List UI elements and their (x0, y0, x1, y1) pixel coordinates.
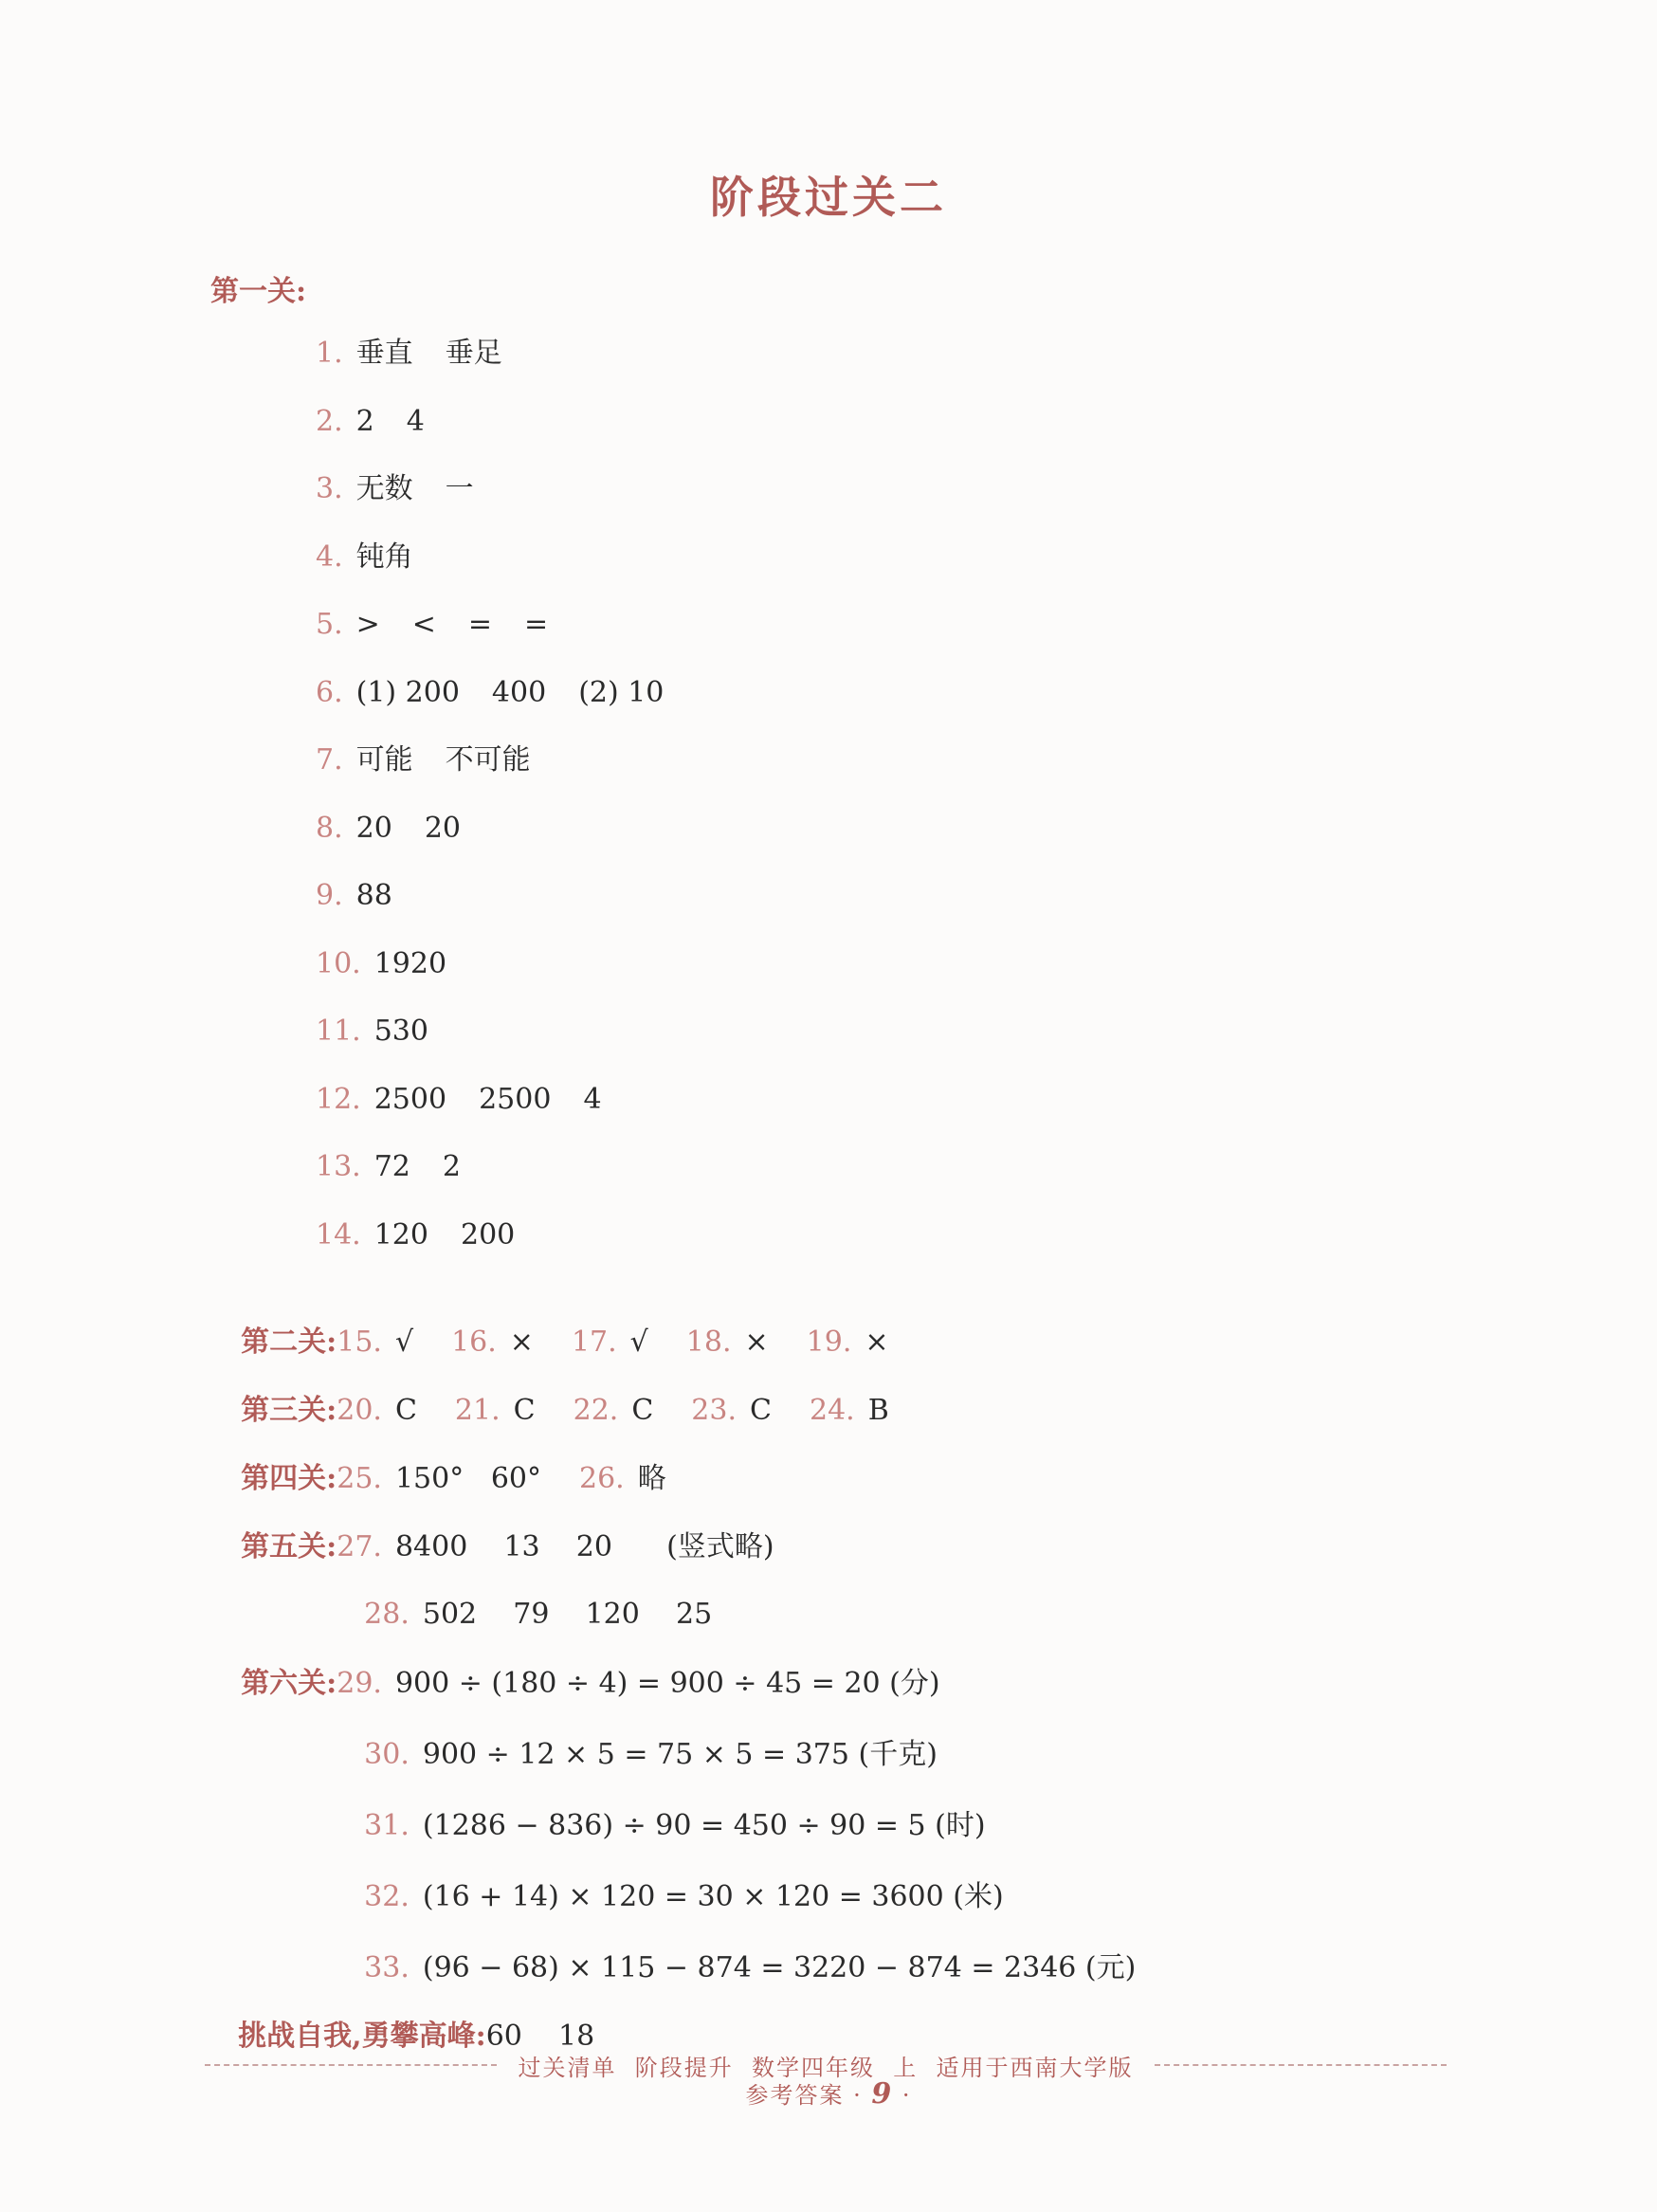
item-answer: 2500 (373, 1083, 447, 1116)
section-1-item (316, 741, 531, 779)
item-answer: > (355, 608, 380, 641)
section-1-item (316, 877, 392, 915)
section-1-item (316, 1013, 428, 1051)
item-answer: 200 (460, 1218, 516, 1252)
item-answer: 钝角 (355, 540, 413, 574)
item-number: 3. (316, 472, 343, 505)
item-number: 14. (316, 1218, 361, 1252)
item-answer: 4 (406, 405, 425, 438)
section-1-item (316, 674, 664, 712)
item-answer: C (750, 1394, 772, 1427)
section-1-item (316, 1148, 461, 1186)
item-number: 17. (571, 1325, 617, 1359)
footer-text: 过关清单 阶段提升 数学四年级 上 适用于西南大学版 (518, 2054, 1134, 2081)
item-answer: × (744, 1325, 769, 1359)
section-1-item (316, 335, 502, 373)
item-number: 13. (316, 1150, 361, 1183)
item-answer: 垂足 (445, 337, 502, 370)
q27-number: 27. (337, 1530, 382, 1563)
item-answer: 略 (637, 1462, 666, 1495)
section-1-item (316, 606, 548, 644)
item-answer: < (411, 608, 436, 641)
q30-answer: 900 ÷ 12 × 5 = 75 × 5 = 375 (千克) (422, 1738, 938, 1771)
item-number: 21. (454, 1394, 501, 1427)
item-answer: C (394, 1394, 417, 1427)
item-number: 6. (316, 676, 343, 709)
item-answer: √ (394, 1325, 414, 1359)
footer-page-number (0, 2076, 1657, 2111)
item-number: 18. (685, 1325, 732, 1359)
q31-number: 31. (364, 1809, 410, 1842)
footer-divider-right (1155, 2064, 1447, 2066)
q31-answer: (1286 − 836) ÷ 90 = 450 ÷ 90 = 5 (时) (422, 1809, 986, 1842)
page-title: 阶段过关二 (710, 172, 947, 223)
item-answer: 1920 (373, 947, 447, 980)
challenge-heading: 挑战自我,勇攀高峰: (238, 2020, 486, 2053)
q27-answer: 8400 13 20 (竖式略) (394, 1530, 774, 1563)
item-answer: 可能 (355, 743, 413, 777)
item-number: 8. (316, 812, 343, 845)
item-number: 20. (337, 1394, 382, 1427)
section-5-heading: 第五关: (241, 1530, 337, 1563)
item-answer: 20 (355, 812, 392, 845)
item-answer: (2) 10 (578, 676, 665, 709)
section-1-item (316, 945, 446, 983)
q33-number: 33. (364, 1951, 410, 1984)
item-answer: 一 (445, 472, 474, 505)
item-answer: 88 (355, 879, 392, 912)
item-number: 25. (337, 1462, 382, 1495)
item-answer: = (524, 608, 549, 641)
item-number: 26. (579, 1462, 625, 1495)
item-number: 23. (691, 1394, 737, 1427)
item-number: 9. (316, 879, 343, 912)
item-number: 24. (809, 1394, 855, 1427)
item-answer: B (867, 1394, 889, 1427)
item-answer: = (467, 608, 493, 641)
item-number: 4. (316, 540, 343, 574)
section-1-heading: 第一关: (210, 275, 307, 308)
q28-number: 28. (364, 1598, 410, 1631)
item-answer: 2500 (479, 1083, 552, 1116)
section-4-heading: 第四关: (241, 1462, 337, 1495)
section-6-heading: 第六关: (241, 1667, 337, 1700)
item-number: 22. (573, 1394, 619, 1427)
item-answer: 2 (442, 1150, 461, 1183)
section-2-heading: 第二关: (241, 1325, 337, 1359)
item-answer: 无数 (355, 472, 413, 505)
q29-answer: 900 ÷ (180 ÷ 4) = 900 ÷ 45 = 20 (分) (394, 1667, 940, 1700)
section-1-item (316, 539, 413, 576)
footer-page-label: 参考答案 · (745, 2082, 863, 2109)
item-number: 5. (316, 608, 343, 641)
section-1-item (316, 403, 425, 441)
challenge-answer: 60 18 (485, 2020, 595, 2053)
item-number: 16. (451, 1325, 497, 1359)
footer-divider-left (205, 2064, 497, 2066)
q30-number: 30. (364, 1738, 410, 1771)
item-answer: 垂直 (355, 337, 413, 370)
item-number: 2. (316, 405, 343, 438)
item-answer: × (865, 1325, 889, 1359)
q32-answer: (16 + 14) × 120 = 30 × 120 = 3600 (米) (422, 1880, 1004, 1913)
item-answer: 150° 60° (394, 1462, 541, 1495)
item-answer: 72 (373, 1150, 410, 1183)
q33-answer: (96 − 68) × 115 − 874 = 3220 − 874 = 2346 (元) (422, 1951, 1137, 1984)
section-1-item (316, 1081, 602, 1119)
item-answer: C (631, 1394, 654, 1427)
section-3-heading: 第三关: (241, 1394, 337, 1427)
item-number: 10. (316, 947, 361, 980)
item-number: 12. (316, 1083, 361, 1116)
item-answer: C (513, 1394, 536, 1427)
item-answer: (1) 200 (355, 676, 460, 709)
item-number: 11. (316, 1015, 361, 1048)
item-answer: 400 (491, 676, 547, 709)
item-number: 15. (337, 1325, 382, 1359)
item-number: 19. (806, 1325, 852, 1359)
page-number: 9 (871, 2077, 894, 2111)
item-answer: 120 (373, 1218, 428, 1252)
item-number: 7. (316, 743, 343, 777)
footer-page-tail: · (901, 2082, 912, 2109)
section-1-item (316, 470, 474, 508)
item-answer: 530 (373, 1015, 428, 1048)
item-answer: 2 (355, 405, 374, 438)
q32-number: 32. (364, 1880, 410, 1913)
section-1-item (316, 810, 461, 848)
item-answer: √ (629, 1325, 648, 1359)
item-answer: 不可能 (445, 743, 531, 777)
item-number: 1. (316, 337, 343, 370)
q29-number: 29. (337, 1667, 382, 1700)
q28-answer: 502 79 120 25 (422, 1598, 713, 1631)
item-answer: 20 (424, 812, 461, 845)
item-answer: 4 (583, 1083, 602, 1116)
item-answer: × (509, 1325, 534, 1359)
section-1-item (316, 1216, 515, 1254)
